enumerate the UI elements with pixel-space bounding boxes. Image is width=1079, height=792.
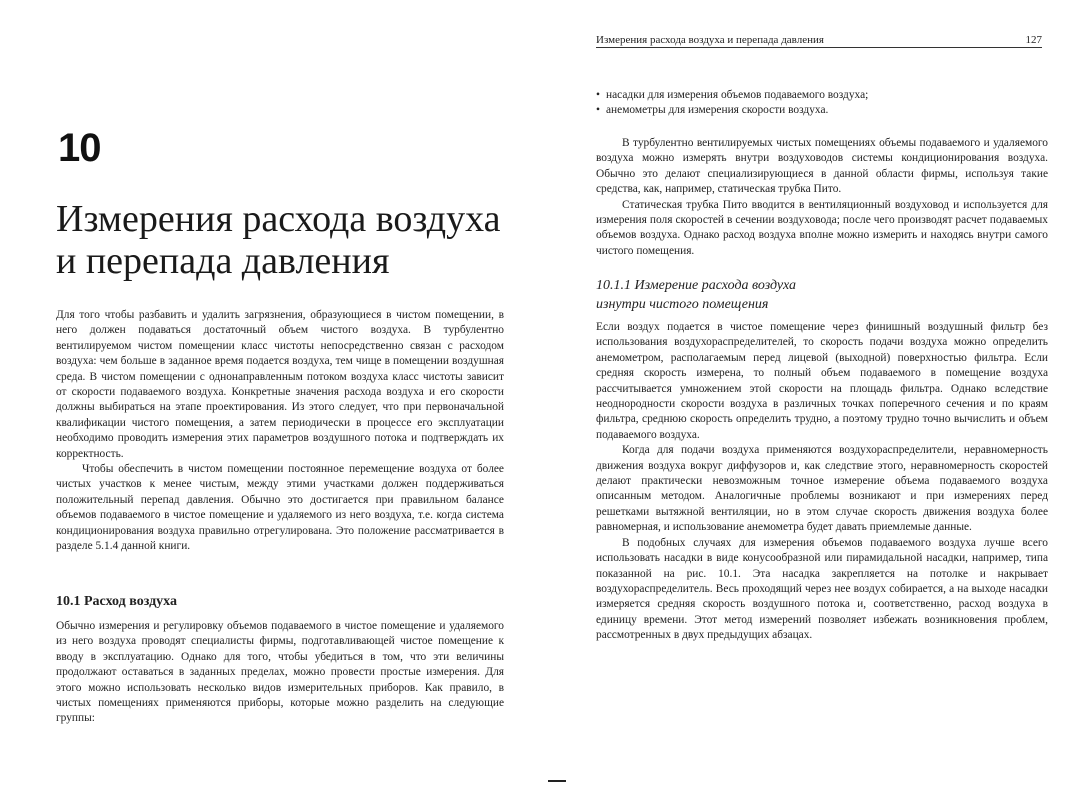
paragraph: Чтобы обеспечить в чистом помещении постоянное перемещение воздуха от более чистых участков к менее чистым, между этими участками должен поддерживаться положительный перепад давления. Обычно это достигается при правильном балансе объемов подаваемого в чистое помещение и удаляемого из него воздуха, т.е. когда система кондиционирования воздуха правильно отрегулирована. Это положение рассматривается в разделе 5.1.4 данной книги. <box>56 463 504 553</box>
intro-text <box>56 308 504 555</box>
chapter-title <box>56 198 526 282</box>
running-title: Измерения расхода воздуха и перепада давления <box>596 34 824 46</box>
paragraph: В турбулентно вентилируемых чистых помещениях объемы подаваемого и удаляемого воздуха можно измерять внутри воздуховодов системы кондиционирования воздуха. Обычно это делают специализирующиеся в данной области фирмы, используя такие средства, как, например, статическая трубка Пито. <box>596 137 1048 196</box>
list-item: • насадки для измерения объемов подаваемого воздуха; <box>596 88 1046 103</box>
body-text-bottom <box>596 320 1048 644</box>
chapter-title-line: и перепада давления <box>56 240 390 282</box>
section-heading: 10.1 Расход воздуха <box>56 594 177 609</box>
scan-mark <box>548 780 566 782</box>
body-text-top <box>596 136 1048 259</box>
chapter-title-line: Измерения расхода воздуха <box>56 198 501 240</box>
paragraph: Обычно измерения и регулировку объемов подаваемого в чистое помещение и удаляемого из него воздуха проводят специалисты фирмы, подготавливающей чистое помещение к вводу в эксплуатацию. Однако для того, чтобы убедиться в том, что эти величины продолжают оставаться в заданных пределах, можно провести простые измерения. Для этого можно использовать несколько видов измерительных приборов. Как правило, в чистых помещениях применяются приборы, которые можно разделить на следующие группы: <box>56 620 504 725</box>
paragraph: Статическая трубка Пито вводится в вентиляционный воздуховод и используется для измерения поля скоростей в сечении воздуховода; после чего производят расчет подаваемых объемов воздуха. Однако расход воздуха вполне можно измерить и находясь внутри самого чистого помещения. <box>596 198 1048 257</box>
page-number: 127 <box>1025 34 1042 46</box>
paragraph: Для того чтобы разбавить и удалить загрязнения, образующиеся в чистом помещении, в него должен подаваться достаточный объем чистого воздуха. В турбулентно вентилируемом чистом помещении класс чистоты непосредственно связан с расходом воздуха: чем больше в заданное время подается воздуха, тем чище в помещении воздушная среда. В чистом помещении с однонаправленным потоком воздуха класс чистоты зависит от скорости подаваемого воздуха. Конкретные значения расхода воздуха и его скорости должны выбираться на этапе проектирования. Из этого следует, что при первоначальной квалификации чистого помещения, а затем периодически в процессе его эксплуатации необходимо проводить измерения этих параметров воздушного потока и подтверждать их корректность. <box>56 309 504 460</box>
running-header <box>596 34 1042 48</box>
bullet-list <box>596 88 1046 119</box>
list-item: • анемометры для измерения скорости воздуха. <box>596 103 1046 118</box>
subsection-heading <box>596 276 1048 314</box>
paragraph: В подобных случаях для измерения объемов подаваемого воздуха лучше всего использовать насадки в виде конусообразной или пирамидальной насадки, например, типа показанной на рис. 10.1. Эта насадка закрепляется на потолке и накрывает воздухораспределитель. Весь проходящий через нее воздух собирается, а на выходе насадки измеряется средняя скорость воздушного потока и, соответственно, расход воздуха в единицу времени. Этот метод измерений позволяет избежать возникновения проблем, рассмотренных в двух предыдущих абзацах. <box>596 536 1048 642</box>
right-page <box>540 0 1079 792</box>
section-text <box>56 619 504 727</box>
subsection-heading-line: 10.1.1 Измерение расхода воздуха <box>596 278 796 293</box>
chapter-number: 10 <box>58 126 101 170</box>
paragraph: Если воздух подается в чистое помещение через финишный воздушный фильтр без использования воздухораспределителей, то скорость подачи воздуха можно определить анемометром, располагаемым перед лицевой (выходной) поверхностью фильтра. Если средняя скорость измерена, то полный объем подаваемого в помещение воздуха рассчитывается умножением этой скорости на площадь фильтра. Однако вследствие неоднородности скорости воздуха в различных точках поперечного сечения и по краям фильтра, среднюю скорость определить трудно, а поэтому трудно точно вычислить и объем подаваемого воздуха. <box>596 321 1048 441</box>
subsection-heading-line: изнутри чистого помещения <box>596 297 769 312</box>
paragraph: Когда для подачи воздуха применяются воздухораспределители, неравномерность движения воздуха вокруг диффузоров и, как следствие этого, неравномерность скоростей делают практически невозможным точное измерение объема подаваемого воздуха описанным методом. Аналогичные проблемы возникают и при измерениях перед решетками вытяжной вентиляции, но в этом случае скорость движения воздуха более равномерная, и использование анемометра будет давать приемлемые данные. <box>596 444 1048 534</box>
